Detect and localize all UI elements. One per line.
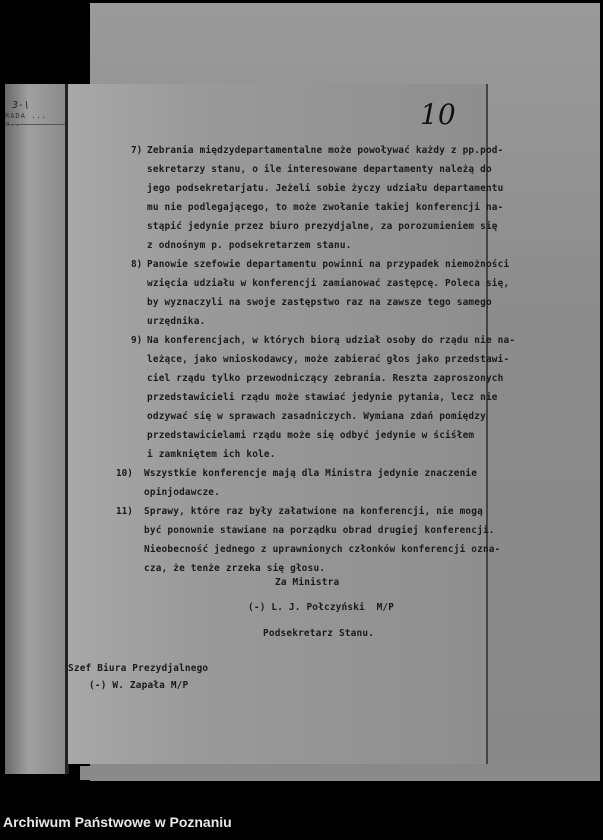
bottom-sheet-edge: [80, 766, 600, 780]
paragraph-line: mu nie podlegającego, to może zwołanie takiej konferencji na-: [147, 202, 504, 213]
paragraph-line: jego podsekretarjatu. Jeżeli sobie życzy udziału departamentu: [147, 183, 504, 194]
paragraph-line: Na konferencjach, w których biorą udział osoby do rządu nie na-: [147, 335, 516, 346]
signature-name: (-) L. J. Połczyński M/P: [248, 602, 395, 613]
paragraph-line: Wszystkie konferencje mają dla Ministra jedynie znaczenie: [144, 468, 478, 479]
paragraph-line: i zamkniętem ich kole.: [147, 449, 276, 460]
paragraph-number: 8): [131, 259, 143, 270]
secondary-signature-name: (-) W. Zapała M/P: [89, 680, 189, 691]
paragraph-number: 11): [116, 506, 133, 517]
paragraph-line: by wyznaczyli na swoje zastępstwo raz na zawsze tego samego: [147, 297, 492, 308]
signature-for-minister: Za Ministra: [275, 577, 340, 588]
paragraph-line: stąpić jedynie przez biuro prezydjalne, za porozumieniem się: [147, 221, 498, 232]
paragraph-line: cza, że tenże zrzeka się głosu.: [144, 563, 326, 574]
secondary-signature-title: Szef Biura Prezydjalnego: [68, 663, 209, 674]
paragraph-line: Panowie szefowie departamentu powinni na przypadek niemożności: [147, 259, 510, 270]
paragraph-line: przedstawicielami rządu może się odbyć jedynie w ściśłem: [147, 430, 475, 441]
paragraph-line: Zebrania międzydepartamentalne może powoływać każdy z pp.pod-: [147, 145, 504, 156]
paragraph-line: leżące, jako wnioskodawcy, może zabierać głos jako przedstawi-: [147, 354, 510, 365]
paragraph-line: ciel rządu tylko przewodniczący zebrania. Reszta zaproszonych: [147, 373, 504, 384]
paragraph-line: urzędnika.: [147, 316, 206, 327]
handwritten-page-number: 10: [420, 98, 456, 131]
spine-handwritten-mark: 3-\: [12, 100, 31, 111]
paragraph-number: 10): [116, 468, 133, 479]
paragraph-line: Sprawy, które raz były załatwione na konferencji, nie mogą: [144, 506, 483, 517]
paragraph-number: 9): [131, 335, 143, 346]
paragraph-line: Nieobecność jednego z uprawnionych członków konferencji ozna-: [144, 544, 501, 555]
paragraph-line: przedstawicieli rządu może stawiać jedynie pytania, lecz nie: [147, 392, 498, 403]
paragraph-number: 7): [131, 145, 143, 156]
paragraph-line: opinjodawcze.: [144, 487, 220, 498]
spine-label: RADA ... n..: [5, 112, 65, 125]
paragraph-line: z odnośnym p. podsekretarzem stanu.: [147, 240, 352, 251]
paragraph-line: sekretarzy stanu, o ile interesowane departamenty należą do: [147, 164, 492, 175]
paragraph-line: wzięcia udziału w konferencji zamianować zastępcę. Poleca się,: [147, 278, 510, 289]
folder-spine: [5, 84, 65, 774]
paragraph-line: odzywać się w sprawach zasadniczych. Wymiana zdań pomiędzy: [147, 411, 486, 422]
signature-title: Podsekretarz Stanu.: [263, 628, 375, 639]
paragraph-line: być ponownie stawiane na porządku obrad drugiej konferencji.: [144, 525, 495, 536]
archive-watermark: Archiwum Państwowe w Poznaniu: [3, 814, 232, 830]
